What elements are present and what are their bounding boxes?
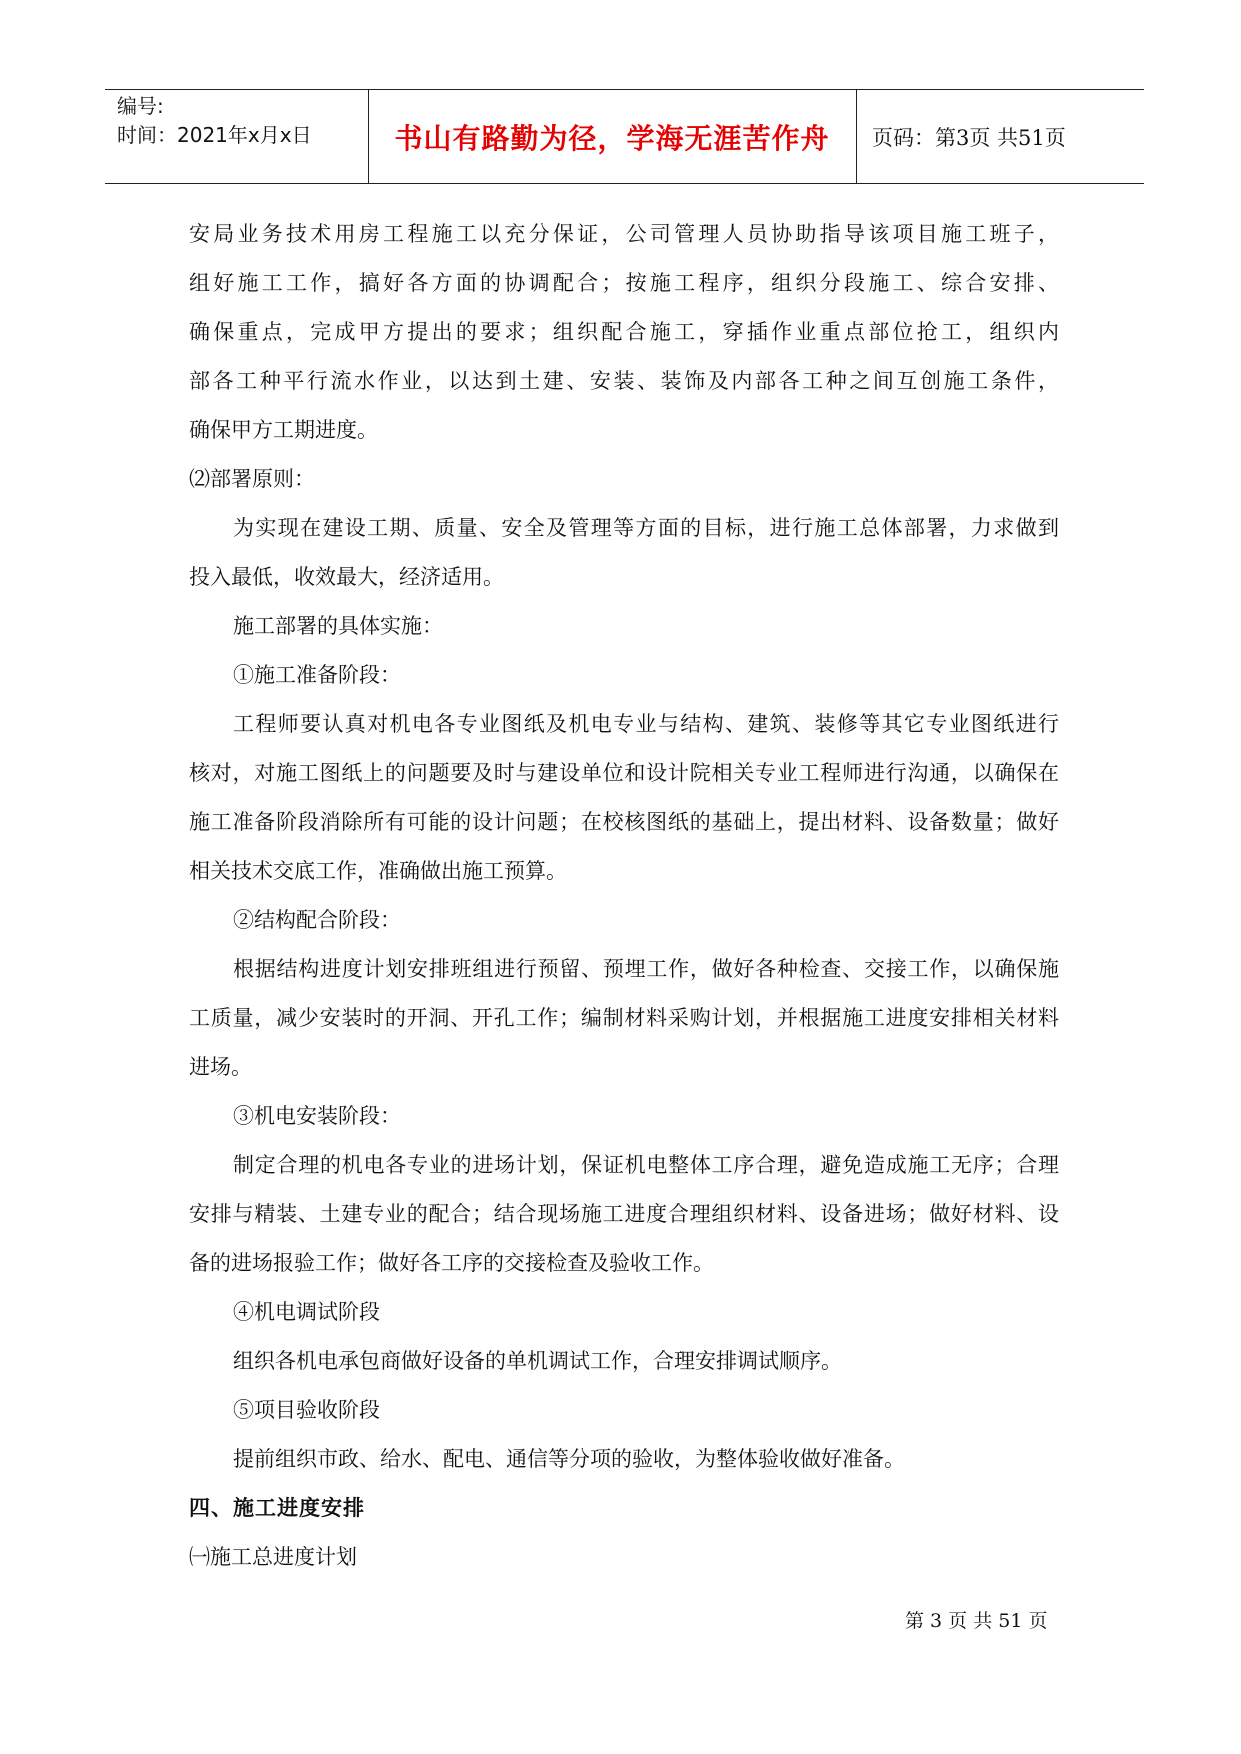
stage-heading: ③机电安装阶段： (233, 1104, 401, 1128)
paragraph-line: 组好施工工作，搞好各方面的协调配合；按施工程序，组织分段施工、综合安排、 (189, 271, 1059, 295)
document-time-label: 时间：2021年x月x日 (117, 123, 312, 147)
paragraph-line: 确保甲方工期进度。 (189, 418, 378, 442)
section-label: ⑵部署原则： (189, 467, 315, 491)
paragraph-line: 施工部署的具体实施： (233, 614, 443, 638)
stage-heading: ⑤项目验收阶段 (233, 1398, 380, 1422)
paragraph-line: 根据结构进度计划安排班组进行预留、预埋工作，做好各种检查、交接工作，以确保施 (233, 957, 1059, 981)
paragraph-line: 部各工种平行流水作业，以达到土建、安装、装饰及内部各工种之间互创施工条件， (189, 369, 1059, 393)
page-footer: 第 3 页 共 51 页 (905, 1610, 1048, 1632)
subsection-heading: ㈠施工总进度计划 (189, 1545, 357, 1569)
header-divider-right (856, 90, 857, 183)
paragraph-line: 为实现在建设工期、质量、安全及管理等方面的目标，进行施工总体部署，力求做到 (233, 516, 1059, 540)
paragraph-line: 制定合理的机电各专业的进场计划，保证机电整体工序合理，避免造成施工无序；合理 (233, 1153, 1059, 1177)
paragraph-line: 施工准备阶段消除所有可能的设计问题；在校核图纸的基础上，提出材料、设备数量；做好 (189, 810, 1059, 834)
header-meta (117, 92, 312, 150)
stage-heading: ④机电调试阶段 (233, 1300, 380, 1324)
paragraph-line: 工程师要认真对机电各专业图纸及机电专业与结构、建筑、装修等其它专业图纸进行 (233, 712, 1059, 736)
paragraph-line: 组织各机电承包商做好设备的单机调试工作，合理安排调试顺序。 (233, 1349, 842, 1373)
paragraph-line: 安局业务技术用房工程施工以充分保证，公司管理人员协助指导该项目施工班子， (189, 222, 1059, 246)
paragraph-line: 确保重点，完成甲方提出的要求；组织配合施工，穿插作业重点部位抢工，组织内 (189, 320, 1059, 344)
paragraph-line: 备的进场报验工作；做好各工序的交接检查及验收工作。 (189, 1251, 714, 1275)
header-page-label: 页码：第3页 共51页 (872, 125, 1066, 150)
paragraph-line: 相关技术交底工作，准确做出施工预算。 (189, 859, 567, 883)
paragraph-line: 工质量，减少安装时的开洞、开孔工作；编制材料采购计划，并根据施工进度安排相关材料 (189, 1006, 1059, 1030)
paragraph-line: 投入最低，收效最大，经济适用。 (189, 565, 504, 589)
paragraph-line: 核对，对施工图纸上的问题要及时与建设单位和设计院相关专业工程师进行沟通，以确保在 (189, 761, 1059, 785)
stage-heading: ②结构配合阶段： (233, 908, 401, 932)
document-number-label: 编号: (117, 94, 164, 118)
header-motto: 书山有路勤为径，学海无涯苦作舟 (394, 121, 830, 155)
page-header (105, 89, 1144, 184)
paragraph-line: 进场。 (189, 1055, 252, 1079)
paragraph-line: 安排与精装、土建专业的配合；结合现场施工进度合理组织材料、设备进场；做好材料、设 (189, 1202, 1059, 1226)
section-heading: 四、施工进度安排 (189, 1496, 365, 1520)
paragraph-line: 提前组织市政、给水、配电、通信等分项的验收，为整体验收做好准备。 (233, 1447, 905, 1471)
stage-heading: ①施工准备阶段： (233, 663, 401, 687)
